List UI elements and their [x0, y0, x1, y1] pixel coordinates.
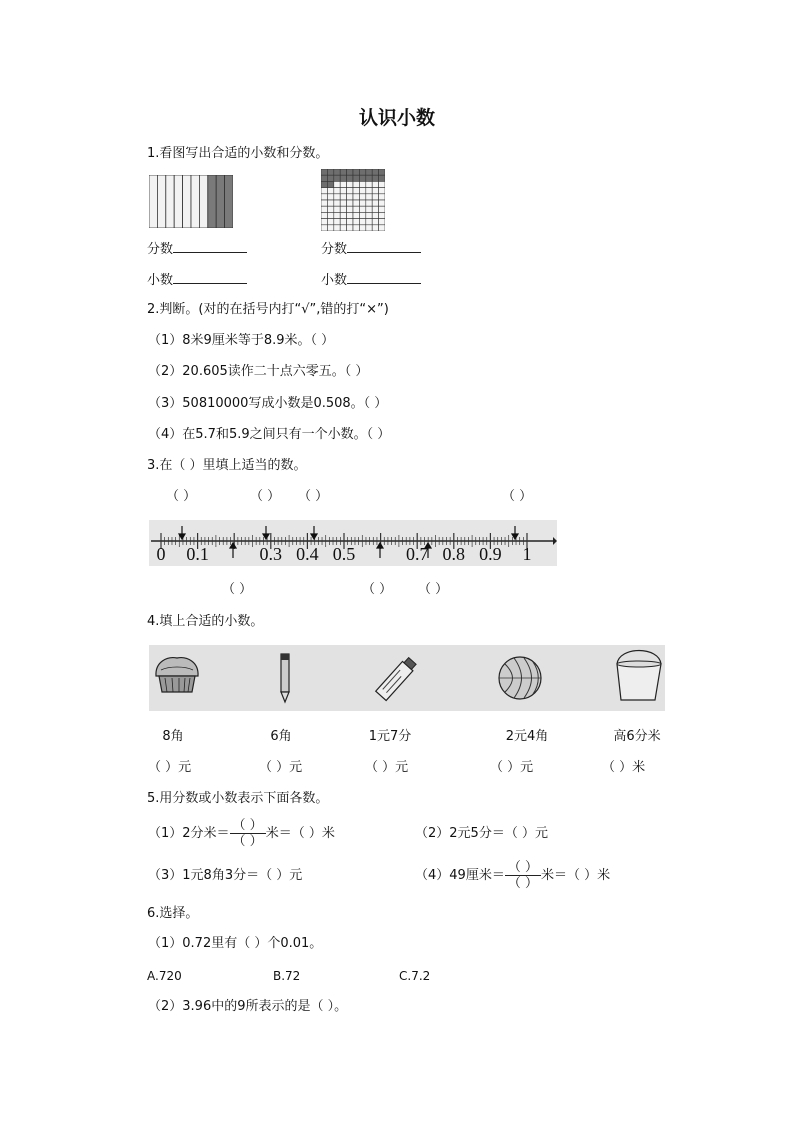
grid-cell [327, 212, 333, 218]
grid-cell [347, 169, 353, 175]
q5-item-2: （2）2元5分＝（ ）元 [415, 826, 548, 841]
q5-prompt: 5.用分数或小数表示下面各数。 [147, 791, 329, 806]
grid-cell [347, 219, 353, 225]
number-line-label: 0.9 [479, 544, 502, 564]
grid-cell [327, 225, 333, 231]
grid-cell [366, 181, 372, 187]
grid-cell [340, 194, 346, 200]
strip-column [157, 175, 165, 228]
grid-cell [353, 219, 359, 225]
grid-cell [359, 200, 365, 206]
grid-cell [372, 212, 378, 218]
grid-cell [366, 219, 372, 225]
grid-cell [321, 194, 327, 200]
q6-sub-2: （2）3.96中的9所表示的是（ ）。 [148, 999, 348, 1014]
number-line-label: 0.4 [296, 544, 319, 564]
grid-cell [340, 206, 346, 212]
q4-item-label: 1元7分 [368, 729, 412, 744]
grid-cell [379, 219, 385, 225]
q5-item-1-b: 米＝（ ）米 [265, 826, 335, 841]
grid-cell [321, 212, 327, 218]
grid-cell [366, 175, 372, 181]
grid-cell [359, 181, 365, 187]
grid-cell [334, 200, 340, 206]
q1-decimal-row-right [321, 271, 421, 289]
grid-cell [372, 181, 378, 187]
grid-cell [366, 206, 372, 212]
strip-column [183, 175, 191, 228]
q1-fraction-row-left [147, 240, 247, 258]
grid-cell [347, 181, 353, 187]
q1-decimal-row-left [147, 271, 247, 289]
grid-cell [359, 188, 365, 194]
grid-cell [321, 206, 327, 212]
answer-paren[interactable]: （ ） [298, 489, 329, 504]
number-line-label: 0.3 [259, 544, 283, 564]
number-line-label: 0.1 [186, 544, 209, 564]
strip-column [199, 175, 207, 228]
grid-cell [353, 181, 359, 187]
grid-cell [334, 188, 340, 194]
grid-cell [321, 225, 327, 231]
q4-item-label: 高6分米 [613, 729, 661, 744]
grid-cell [359, 219, 365, 225]
fraction-label: 分数 [321, 242, 348, 257]
grid-cell [347, 206, 353, 212]
grid-cell [347, 212, 353, 218]
strip-column [216, 175, 224, 228]
grid-cell [321, 181, 327, 187]
answer-paren[interactable]: （ ） [418, 582, 449, 597]
grid-cell [327, 194, 333, 200]
grid-cell [334, 181, 340, 187]
grid-cell [359, 212, 365, 218]
q3-prompt: 3.在（ ）里填上适当的数。 [147, 458, 307, 473]
q2-item-2: （2）20.605读作二十点六零五。（ ） [148, 364, 369, 379]
grid-cell [353, 194, 359, 200]
ball-icon [499, 657, 541, 699]
strip-column [149, 175, 157, 228]
answer-blank[interactable] [347, 271, 421, 284]
grid-cell [334, 212, 340, 218]
q5-item-1-a: （1）2分米＝ [148, 826, 230, 841]
answer-blank[interactable] [173, 271, 247, 284]
grid-cell [340, 219, 346, 225]
q4-answer[interactable]: （ ）元 [490, 760, 534, 775]
grid-cell [372, 219, 378, 225]
grid-cell [347, 200, 353, 206]
q4-answer[interactable]: （ ）米 [602, 760, 646, 775]
grid-cell [327, 175, 333, 181]
q5-item-4 [415, 860, 610, 891]
grid-cell [327, 200, 333, 206]
q5-item-1 [148, 818, 335, 849]
toothpaste-icon [376, 656, 418, 700]
fraction-label: 分数 [147, 242, 174, 257]
grid-cell [347, 194, 353, 200]
grid-cell [327, 206, 333, 212]
grid-cell [334, 225, 340, 231]
cake-icon [156, 658, 198, 692]
q2-prompt: 2.判断。(对的在括号内打“√”,错的打“×”) [147, 302, 389, 317]
grid-cell [340, 181, 346, 187]
q4-answer[interactable]: （ ）元 [365, 760, 409, 775]
grid-cell [334, 219, 340, 225]
q4-item-label: 2元4角 [505, 729, 549, 744]
grid-cell [327, 188, 333, 194]
q4-answer[interactable]: （ ）元 [259, 760, 303, 775]
number-line [149, 520, 557, 566]
q2-item-4: （4）在5.7和5.9之间只有一个小数。（ ） [148, 427, 391, 442]
grid-cell [372, 169, 378, 175]
q6-sub-1: （1）0.72里有（ ）个0.01。 [148, 936, 323, 951]
number-line-label: 0.8 [442, 544, 466, 564]
grid-cell [321, 175, 327, 181]
grid-cell [359, 194, 365, 200]
grid-cell [372, 200, 378, 206]
q1-fraction-row-right [321, 240, 421, 258]
decimal-label: 小数 [147, 273, 174, 288]
grid-cell [353, 169, 359, 175]
q5-item-3: （3）1元8角3分＝（ ）元 [148, 868, 303, 883]
grid-cell [347, 188, 353, 194]
grid-cell [366, 200, 372, 206]
grid-cell [359, 225, 365, 231]
q4-item-label: 8角 [162, 729, 184, 744]
answer-blank[interactable] [173, 240, 247, 253]
decimal-label: 小数 [321, 273, 348, 288]
grid-cell [327, 169, 333, 175]
grid-cell [372, 194, 378, 200]
answer-paren[interactable]: （ ） [250, 489, 281, 504]
option-c[interactable]: C.7.2 [399, 969, 431, 983]
grid-cell [321, 188, 327, 194]
grid-cell [321, 200, 327, 206]
grid-cell [321, 219, 327, 225]
grid-cell [379, 194, 385, 200]
grid-cell [366, 188, 372, 194]
strip-column [191, 175, 199, 228]
grid-cell [353, 206, 359, 212]
grid-cell [379, 212, 385, 218]
q5-item-4-a: （4）49厘米＝ [415, 868, 505, 883]
answer-blank[interactable] [347, 240, 421, 253]
q4-answer[interactable]: （ ）元 [148, 760, 192, 775]
number-line-label: 1 [522, 544, 532, 564]
q1-prompt: 1.看图写出合适的小数和分数。 [147, 146, 329, 161]
grid-cell [366, 225, 372, 231]
grid-cell [366, 169, 372, 175]
grid-cell [353, 200, 359, 206]
grid-cell [379, 188, 385, 194]
grid-cell [340, 175, 346, 181]
grid-cell [321, 169, 327, 175]
q4-item-label: 6角 [270, 729, 292, 744]
grid-cell [327, 219, 333, 225]
grid-cell [372, 225, 378, 231]
grid-cell [366, 212, 372, 218]
grid-cell [353, 225, 359, 231]
grid-cell [366, 194, 372, 200]
fraction-blank[interactable]: $\frac{( )}{( )}$ [230, 818, 266, 849]
strip-column [225, 175, 233, 228]
option-b[interactable]: B.72 [273, 969, 301, 983]
grid-cell [334, 169, 340, 175]
page-title: 认识小数 [358, 107, 435, 129]
grid-cell [379, 206, 385, 212]
answer-paren[interactable]: （ ） [222, 582, 253, 597]
grid-cell [347, 175, 353, 181]
grid-cell [340, 169, 346, 175]
grid-cell [340, 200, 346, 206]
number-line-label: 0 [156, 544, 166, 564]
q4-prompt: 4.填上合适的小数。 [147, 614, 264, 629]
grid-cell [347, 225, 353, 231]
grid-cell [379, 200, 385, 206]
grid-cell [379, 225, 385, 231]
bucket-icon [617, 651, 661, 701]
grid-cell [359, 175, 365, 181]
strip-column [166, 175, 174, 228]
option-a[interactable]: A.720 [147, 969, 182, 983]
q2-item-3: （3）50810000写成小数是0.508。（ ） [148, 396, 388, 411]
q2-item-1: （1）8米9厘米等于8.9米。（ ） [148, 333, 335, 348]
grid-cell [353, 212, 359, 218]
pencil-icon [281, 654, 289, 702]
grid-cell [334, 206, 340, 212]
grid-cell [379, 175, 385, 181]
answer-paren[interactable]: （ ） [502, 489, 533, 504]
grid-cell [340, 188, 346, 194]
number-line-label: 0.7 [405, 544, 429, 564]
grid-cell [359, 206, 365, 212]
strip-column [174, 175, 182, 228]
strip-model [149, 175, 233, 228]
grid-cell [353, 175, 359, 181]
grid-cell [340, 225, 346, 231]
item-picture-strip [149, 645, 665, 711]
grid-cell [334, 175, 340, 181]
q5-item-4-b: 米＝（ ）米 [540, 868, 611, 883]
grid-cell [327, 181, 333, 187]
hundred-grid-model [321, 169, 385, 231]
answer-paren[interactable]: （ ） [166, 489, 197, 504]
q6-prompt: 6.选择。 [147, 906, 199, 921]
number-line-label: 0.5 [332, 544, 356, 564]
grid-cell [372, 175, 378, 181]
answer-paren[interactable]: （ ） [362, 582, 393, 597]
grid-cell [334, 194, 340, 200]
fraction-blank[interactable]: $\frac{( )}{( )}$ [505, 860, 541, 891]
strip-column [208, 175, 216, 228]
grid-cell [379, 181, 385, 187]
grid-cell [379, 169, 385, 175]
grid-cell [372, 206, 378, 212]
grid-cell [353, 188, 359, 194]
grid-cell [359, 169, 365, 175]
grid-cell [372, 188, 378, 194]
grid-cell [340, 212, 346, 218]
